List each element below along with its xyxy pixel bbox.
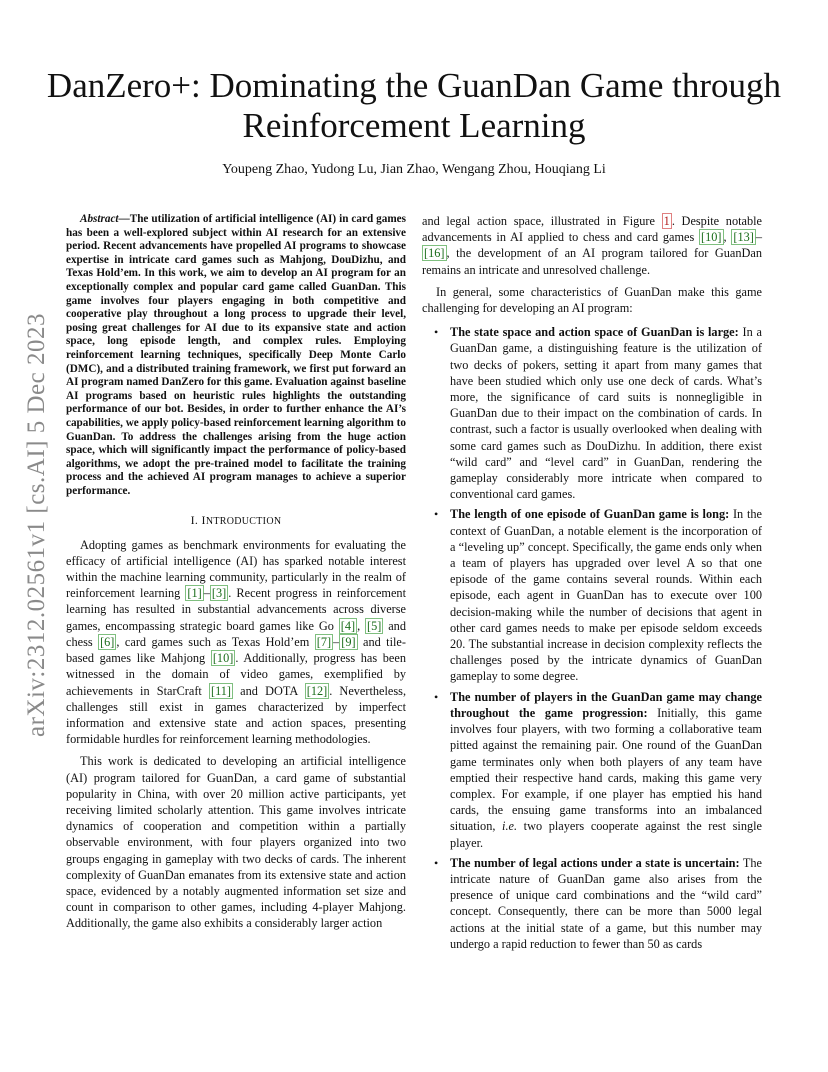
bullet-icon: • <box>434 855 439 870</box>
bullet-icon: • <box>434 689 439 704</box>
citation-link[interactable]: [12] <box>306 683 328 698</box>
list-item-text: In the context of GuanDan, a notable element is the incorporation of a “leveling up” concept. Specifically, the game ends only when a team of players has upgraded over level A so that one episode of the game contains several rounds. Within each episode, each agent in GuanDan has to execute over 100 decision-making while the number of decisions that agent in other card games needs to make per episode seldom exceeds 20. The substantial increase in decision complexity reflects the challenges posed by the intricate dynamics of GuanDan gameplay to some degree. <box>450 507 762 684</box>
citation-link[interactable]: [1] <box>187 586 202 601</box>
citation-link[interactable]: [10] <box>701 230 722 245</box>
citation-link[interactable]: [9] <box>341 634 356 649</box>
bullet-icon: • <box>434 325 439 340</box>
citation-link[interactable]: [7] <box>316 634 332 649</box>
characteristics-list <box>422 324 762 952</box>
list-item-emphasis: i.e. <box>502 819 518 834</box>
citation-link[interactable]: [3] <box>211 586 227 601</box>
list-item-text: In a GuanDan game, a distinguishing feature is the utilization of two decks of pokers, setting it apart from many games that have been studied which only use one deck of cards. What’s more, the significance of card suits is nonnegligible in GuanDan due to their impact on the combination of cards. In contrast, such a factor is usually overlooked when dealing with some card games such as DouDizhu. In addition, there exist “wild card” and “level card” in GuanDan, rendering the gameplay considerably more intricate when compared to conventional card games. <box>450 325 762 502</box>
right-column <box>422 213 762 956</box>
citation-link[interactable]: [16] <box>424 246 445 261</box>
paper-title: DanZero+: Dominating the GuanDan Game through Reinforcement Learning <box>46 66 782 145</box>
list-item <box>422 506 762 684</box>
list-item-heading: The number of players in the GuanDan game may change throughout the game progression: <box>450 689 762 720</box>
section-heading-introduction: I. INTRODUCTION <box>190 513 282 528</box>
intro-paragraph-2: This work is dedicated to developing an artificial intelligence (AI) program tailored for GuanDan, a card game of substantial popularity in China, with over 20 million active participants, yet receiving limited scholarly attention. This game involves intricate dynamics of cooperation and competition within a partially observable environment, with four players organized into two groups engaging in gameplay with two decks of cards. The inherent complexity of GuanDan emanates from its extensive state and action space, evidenced by a notably augmented information set size and count in comparison to other games, including 4-player Mahjong. Additionally, the game also exhibits a considerably larger action <box>66 754 406 931</box>
citation-link[interactable]: [10] <box>212 651 234 666</box>
list-item-text: Initially, this game involves four players, with two forming a collaborative team pitted against the remaining pair. One round of the GuanDan game terminates only when both players of any team have emptied their respective hand cards, making this game very complex. For example, if one player has emptied his hand cards, the ensuing game transforms into an imbalanced situation, <box>450 705 762 834</box>
list-item-text: two players cooperate against the rest single player. <box>450 819 762 850</box>
list-item-text: The intricate nature of GuanDan game also arises from the presence of unique card combinations and the “wild card” concept. Consequently, there can be more than 5000 legal actions at the initial state of a game, but this number may undergo a rapid reduction to fewer than 50 as cards <box>450 855 762 951</box>
arxiv-sidebar-stamp <box>14 300 60 750</box>
abstract-label: Abstract <box>80 213 119 225</box>
figure-link[interactable]: 1 <box>663 214 670 228</box>
citation-link[interactable]: [4] <box>340 618 356 633</box>
author-list: Youpeng Zhao, Yudong Lu, Jian Zhao, Wengang Zhou, Houqiang Li <box>222 162 606 177</box>
arxiv-identifier: arXiv:2312.02561v1 [cs.AI] 5 Dec 2023 <box>23 313 50 737</box>
abstract-text: —The utilization of artificial intelligence (AI) in card games has been a well-explored subject within AI research for an extensive period. Recent advancements have propelled AI programs to showcase expertise in intricate card games such as Mahjong, DouDizhu, and Texas Hold’em. In this work, we aim to develop an AI program for an exceptionally complex and popular card game called GuanDan. This game involves four players engaging in both competitive and cooperative play throughout a long process to upgrade their level, posing great challenges for AI due to its expansive state and action space, long episode length, and complex rules. Employing reinforcement learning techniques, specifically Deep Monte Carlo (DMC), and a distributed training framework, we first put forward an AI program named DanZero for this game. Evaluation against baseline AI programs based on heuristic rules highlights the outstanding performance of our bot. Besides, in order to further enhance the AI’s capabilities, we apply policy-based reinforcement learning algorithm to GuanDan. To address the challenges arising from the huge action space, which will significantly impact the performance of policy-based algorithms, we adopt the pre-trained model to facilitate the training process and the achieved AI program manages to achieve a superior performance. <box>66 213 406 497</box>
citation-link[interactable]: [6] <box>100 634 115 649</box>
abstract <box>66 213 406 498</box>
list-item-heading: The state space and action space of GuanDan is large: <box>450 325 739 340</box>
right-paragraph-1: and legal action space, illustrated in Figure 1 . Despite notable advancements in AI applied to chess and card games [10] , [13] –[16] , the development of an AI program tailored for GuanDan remains an intricate and unresolved challenge. <box>422 214 762 277</box>
list-item <box>422 324 762 502</box>
list-item-heading: The number of legal actions under a state is uncertain: <box>450 855 740 870</box>
citation-link[interactable]: [11] <box>211 683 232 698</box>
intro-paragraph-1: Adopting games as benchmark environments for evaluating the efficacy of artificial intelligence (AI) has sparked notable interest within the machine learning community, particularly in the realm of reinforcement learning [1] – [3] . Recent progress in reinforcement learning has resulted in substantial advancements across diverse games, encompassing strategic board games like Go [4] , [5] and chess [6] , card games such as Texas Hold’em [7] – [9] and tile-based games like Mahjong [10] . Additionally, progress has been witnessed in the domain of video games, exemplified by achievements in StarCraft [11] and DOTA [12] . Nevertheless, challenges still exist in games characterized by imperfect information and extensive state and action spaces, presenting formidable hurdles for reinforcement learning methodologies. <box>66 537 407 747</box>
left-column <box>66 213 406 938</box>
list-item <box>422 689 762 851</box>
citation-link[interactable]: [13] <box>733 230 754 245</box>
list-item-heading: The length of one episode of GuanDan game is long: <box>450 507 730 522</box>
bullet-icon: • <box>434 507 439 522</box>
citation-link[interactable]: [5] <box>367 618 382 633</box>
list-item <box>422 855 762 952</box>
right-paragraph-2: In general, some characteristics of GuanDan make this game challenging for developing an AI program: <box>422 284 762 316</box>
